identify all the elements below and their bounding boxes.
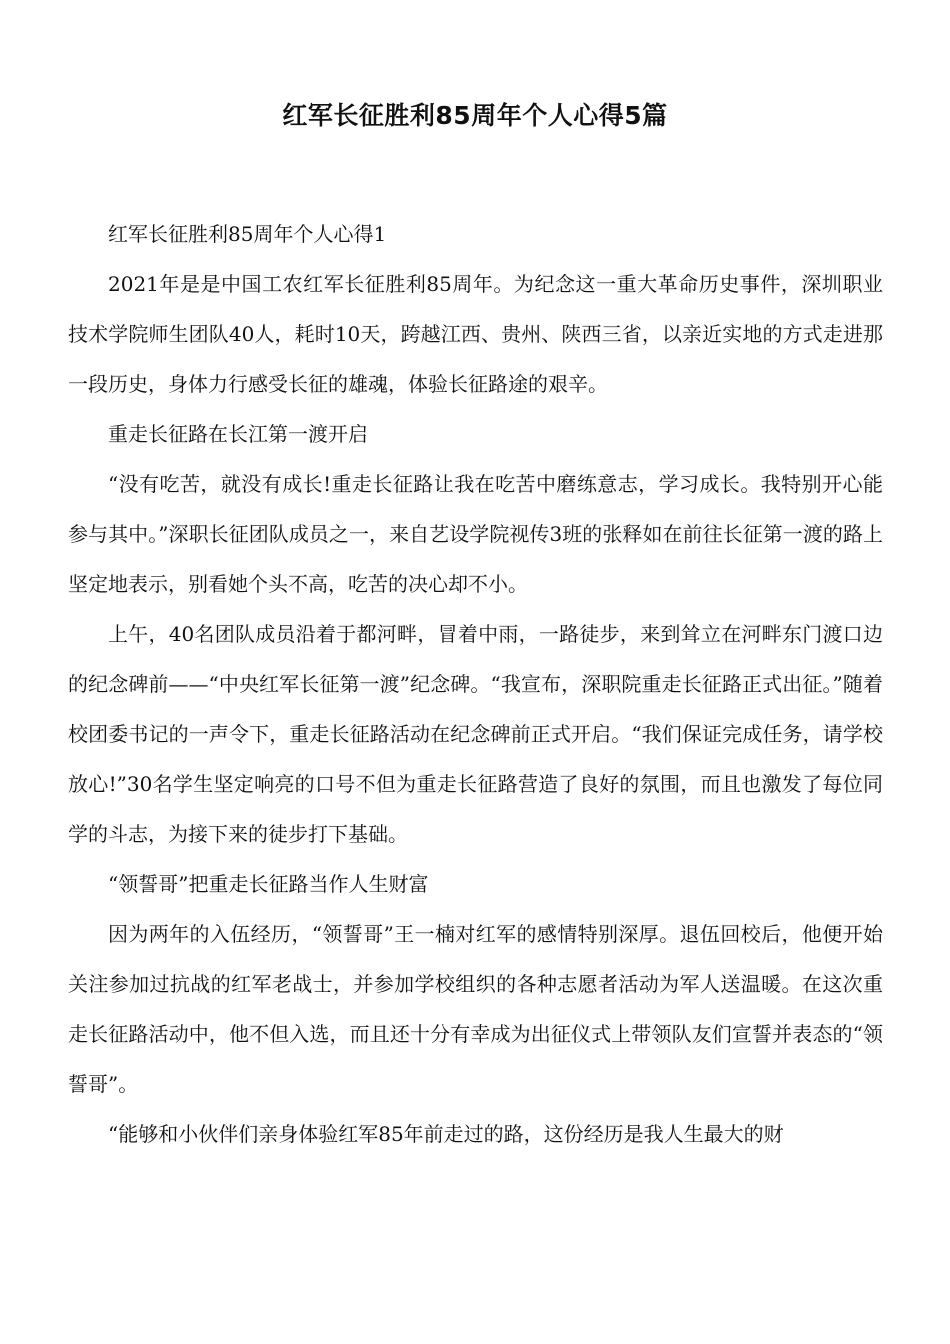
document-body bbox=[68, 209, 883, 1159]
paragraph: “能够和小伙伴们亲身体验红军85年前走过的路，这份经历是我人生最大的财 bbox=[108, 1122, 784, 1146]
section-heading: 红军长征胜利85周年个人心得1 bbox=[108, 222, 387, 246]
section-heading: 重走长征路在长江第一渡开启 bbox=[108, 422, 368, 446]
paragraph: 2021年是是中国工农红军长征胜利85周年。为纪念这一重大革命历史事件，深圳职业技术学院师生团队40人，耗时10天，跨越江西、贵州、陕西三省，以亲近实地的方式走进那一段历史，身体力行感受长征的雄魂，体验长征路途的艰辛。 bbox=[68, 272, 883, 396]
paragraph: 上午，40名团队成员沿着于都河畔，冒着中雨，一路徒步，来到耸立在河畔东门渡口边的纪念碑前——“中央红军长征第一渡”纪念碑。“我宣布，深职院重走长征路正式出征。”随着校团委书记的一声令下，重走长征路活动在纪念碑前正式开启。“我们保证完成任务，请学校放心!”30名学生坚定响亮的口号不但为重走长征路营造了良好的氛围，而且也激发了每位同学的斗志，为接下来的徒步打下基础。 bbox=[68, 622, 883, 846]
paragraph: 因为两年的入伍经历，“领誓哥”王一楠对红军的感情特别深厚。退伍回校后，他便开始关注参加过抗战的红军老战士，并参加学校组织的各种志愿者活动为军人送温暖。在这次重走长征路活动中，他不但入选，而且还十分有幸成为出征仪式上带领队友们宣誓并表态的“领誓哥”。 bbox=[68, 922, 883, 1096]
document-title: 红军长征胜利85周年个人心得5篇 bbox=[282, 101, 668, 130]
paragraph: “没有吃苦，就没有成长!重走长征路让我在吃苦中磨练意志，学习成长。我特别开心能参与其中。”深职长征团队成员之一，来自艺设学院视传3班的张释如在前往长征第一渡的路上坚定地表示，别看她个头不高，吃苦的决心却不小。 bbox=[68, 472, 883, 596]
section-heading: “领誓哥”把重走长征路当作人生财富 bbox=[108, 872, 429, 896]
